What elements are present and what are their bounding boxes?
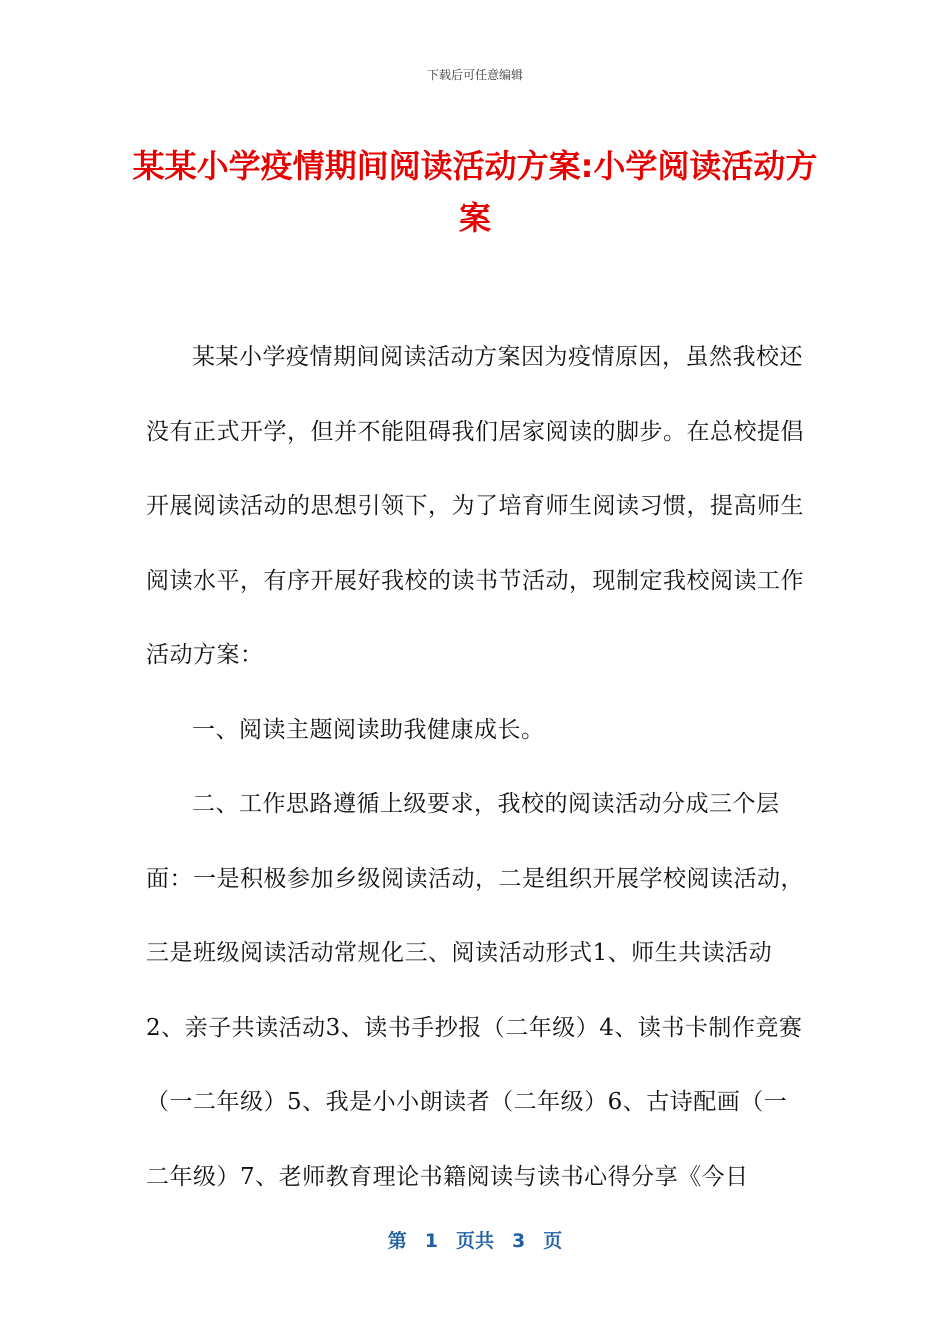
pager-total: 3: [512, 1230, 526, 1252]
document-title: 某某小学疫情期间阅读活动方案:小学阅读活动方案: [132, 147, 818, 237]
paragraph-theme: 一、阅读主题阅读助我健康成长。: [192, 716, 545, 743]
pager-current: 1: [424, 1230, 438, 1252]
header-note: 下载后可任意编辑: [426, 68, 523, 82]
pager-middle: 页共: [455, 1230, 494, 1252]
paragraph-approach: 二、工作思路遵循上级要求，我校的阅读活动分成三个层面：一是积极参加乡级阅读活动，二是组织开展学校阅读活动，三是班级阅读活动常规化三、阅读活动形式1、师生共读活动2、亲子共读活动3、读书手抄报（二年级）4、读书卡制作竞赛（一二年级）5、我是小小朗读者（二年级）6、古诗配画（一二年级）7、老师教育理论书籍阅读与读书心得分享《今日: [146, 791, 804, 1190]
pager-suffix: 页: [543, 1230, 563, 1252]
document-body: [146, 320, 810, 1214]
pager-prefix: 第: [387, 1230, 407, 1252]
page-indicator: [0, 1226, 950, 1253]
paragraph-intro: 某某小学疫情期间阅读活动方案因为疫情原因，虽然我校还没有正式开学，但并不能阻碍我们居家阅读的脚步。在总校提倡开展阅读活动的思想引领下，为了培育师生阅读习惯，提高师生阅读水平，有序开展好我校的读书节活动，现制定我校阅读工作活动方案：: [146, 344, 804, 668]
